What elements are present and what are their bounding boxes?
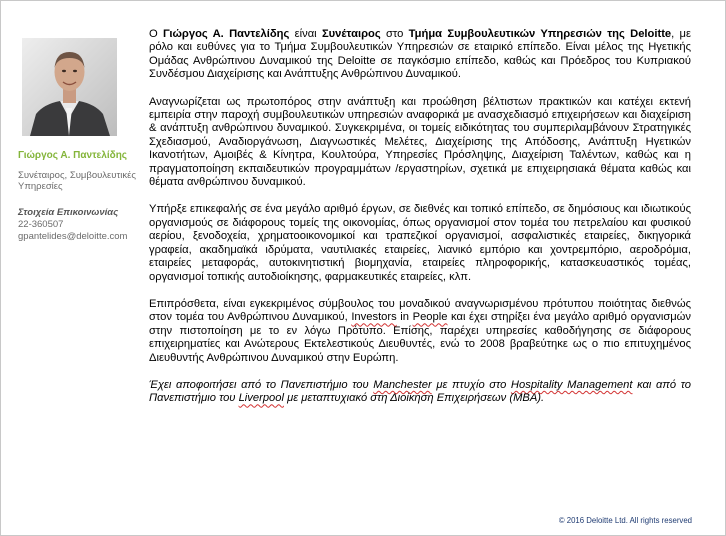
bio-paragraph-1: Ο Γιώργος Α. Παντελίδης είναι Συνέταιρος στο Τμήμα Συμβουλευτικών Υπηρεσιών της Deloitte, με ρόλο και ευθύνες για το Τμήμα Συμβουλευτικών Υπηρεσιών σε εταιρικό επίπεδο. Είναι μέλος της Ηγετικής Ομάδας Ανθρώπινου Δυναμικού της Deloitte σε παγκόσμιο επίπεδο, καθώς και Πρόεδρος του Κυπριακού Συνδέσμου Διαχείρισης και Ανάπτυξης Ανθρώπινου Δυναμικού. <box>149 28 691 81</box>
bio-paragraph-3: Υπήρξε επικεφαλής σε ένα μεγάλο αριθμό έργων, σε διεθνές και τοπικό επίπεδο, σε δημόσιους και ιδιωτικούς οργανισμούς σε διάφορους τομείς της οικονομίας, όπως οργανισμοί στον τομέα του πετρελαίου και φυσικού αερίου, ξενοδοχεία, χρηματοοικονομικοί και τραπεζικοί οργανισμοί, ασφαλιστικές εταιρείες, δικηγορικά γραφεία, ακαδημαϊκά ιδρύματα, ναυτιλιακές εταιρείες, λιανικό εμπόριο και χοντρεμπόριο, αεροδρόμια, εταιρείες μεταφοράς, αυτοκινητιστική βιομηχανία, εταιρείες πληροφορικής, κατασκευαστικός τομέας, οργανισμοί τοπικής αυτοδιοίκησης, φαρμακευτικές εταιρείες, κλπ. <box>149 203 691 283</box>
bio-department: Τμήμα Συμβουλευτικών Υπηρεσιών της Deloitte <box>408 28 672 40</box>
bio-role: Συνέταιρος <box>321 28 381 40</box>
bio-paragraph-5: Έχει αποφοιτήσει από το Πανεπιστήμιο του Manchester με πτυχίο στο Hospitality Management και από το Πανεπιστήμιο του Liverpool με μεταπτυχιακό στη Διοίκηση Επιχειρήσεων (MBA). <box>149 378 691 405</box>
profile-sidebar <box>18 38 144 243</box>
bio-name: Γιώργος Α. Παντελίδης <box>163 28 290 40</box>
profile-name: Γιώργος Α. Παντελίδης <box>18 150 128 161</box>
spell-flag-investors: Investors <box>351 311 397 324</box>
bio-paragraph-4: Επιπρόσθετα, είναι εγκεκριμένος σύμβουλος του μοναδικού αναγνωρισμένου πρότυπου ποιότητας διεθνώς στον τομέα του Ανθρώπινου Δυναμικού, Investors in People και έχει στηρίξει ένα μεγάλο αριθμό οργανισμών στην πιστοποίηση με το εν λόγω Πρότυπο. Επίσης, παρέχει υπηρεσίες καθοδήγησης σε διάφορους επιχειρηματίες και Ανώτερους Εκτελεστικούς Διευθυντές, ενώ το 2008 βραβεύτηκε ως ο πιο επιτυχημένος Διευθυντής Ανθρώπινου Δυναμικού στην Ευρώπη. <box>149 297 691 364</box>
profile-photo <box>22 38 117 136</box>
contact-phone: 22-360507 <box>18 219 64 231</box>
spell-flag-liverpool: Liverpool <box>238 392 284 405</box>
contact-email[interactable]: gpantelides@deloitte.com <box>18 231 128 242</box>
bio-paragraph-2: Αναγνωρίζεται ως πρωτοπόρος στην ανάπτυξη και προώθηση βέλτιστων πρακτικών και κατέχει εκτενή εμπειρία στην παροχή συμβουλευτικών υπηρεσιών αναφορικά με ανασχεδιασμό επιχειρήσεων και διαχείριση & ανάπτυξη ανθρώπινου δυναμικού. Συγκεκριμένα, οι τομείς ειδικότητας του συμπεριλαμβάνουν Στρατηγικές Σχεδιασμού, Αναδιοργάνωση, Διαγνωστικές Μελέτες, Διαχείρισης της Απόδοσης, Ανάπτυξη Ηγετικών Ικανοτήτων, Αμοιβές & Κίνητρα, Κουλτούρα, Υπηρεσίες Πρόσληψης, Διαχείριση Ταλέντων, καθώς και η πραγματοποίηση εκπαιδευτικών προγραμμάτων /εργαστηρίων, σχετικά με επιχειρησιακά θέματα καθώς και θέματα ανθρώπινου δυναμικού. <box>149 95 691 189</box>
profile-role: Συνέταιρος, Συμβουλευτικές Υπηρεσίες <box>18 169 136 193</box>
spell-flag-hospitality: Hospitality Management <box>510 378 633 391</box>
copyright-footer: © 2016 Deloitte Ltd. All rights reserved <box>558 516 692 525</box>
spell-flag-manchester: Manchester <box>373 378 432 391</box>
contact-heading: Στοιχεία Επικοινωνίας <box>18 207 119 219</box>
bio-content <box>149 28 691 420</box>
spell-flag-people: People <box>412 311 448 324</box>
